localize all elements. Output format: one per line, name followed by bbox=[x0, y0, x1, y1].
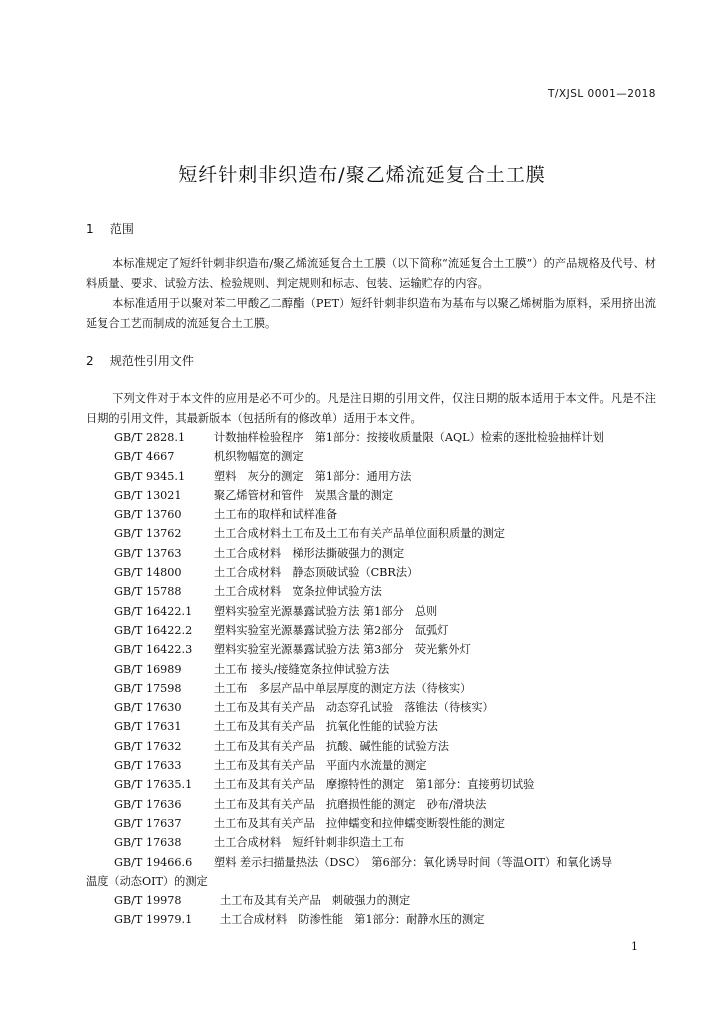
reference-title: 土工布及其有关产品 摩擦特性的测定 第1部分：直接剪切试验 bbox=[214, 778, 535, 792]
reference-item bbox=[86, 679, 666, 698]
reference-title: 土工布及其有关产品 抗氧化性能的试验方法 bbox=[214, 720, 438, 734]
reference-item bbox=[86, 544, 666, 563]
reference-item bbox=[86, 582, 666, 601]
reference-title: 土工合成材料 短纤针刺非织造土工布 bbox=[214, 836, 405, 850]
reference-code: GB/T 9345.1 bbox=[114, 469, 186, 483]
reference-item bbox=[86, 563, 666, 582]
reference-code: GB/T 17638 bbox=[114, 836, 182, 850]
reference-title: 土工布 接头/接缝宽条拉伸试验方法 bbox=[214, 662, 390, 676]
reference-item bbox=[86, 737, 666, 756]
references-intro-paragraph: 下列文件对于本文件的应用是必不可少的。凡是注日期的引用文件，仅注日期的版本适用于本文件。凡是不注日期的引用文件，其最新版本（包括所有的修改单）适用于本文件。 bbox=[86, 392, 656, 425]
reference-item bbox=[86, 428, 666, 447]
section-heading-normative-references bbox=[86, 352, 194, 369]
reference-code: GB/T 17636 bbox=[114, 797, 182, 811]
section-number: 2 bbox=[86, 354, 94, 368]
reference-item bbox=[86, 775, 666, 794]
reference-item bbox=[86, 467, 666, 486]
reference-item bbox=[86, 486, 666, 505]
reference-title: 塑料实验室光源暴露试验方法 第2部分 氙弧灯 bbox=[214, 623, 449, 637]
reference-item bbox=[86, 602, 666, 621]
reference-code: GB/T 13760 bbox=[114, 508, 182, 522]
reference-code: GB/T 16989 bbox=[114, 662, 182, 676]
scope-paragraph-1: 本标准规定了短纤针刺非织造布/聚乙烯流延复合土工膜（以下简称“流延复合土工膜”）的产品规格及代号、材料质量、要求、试验方法、检验规则、判定规则和标志、包装、运输贮存的内容。 bbox=[86, 257, 656, 290]
section-title: 规范性引用文件 bbox=[109, 354, 194, 368]
reference-item bbox=[86, 524, 666, 543]
reference-title: 塑料 灰分的测定 第1部分：通用方法 bbox=[214, 469, 412, 483]
reference-list bbox=[86, 428, 666, 930]
scope-paragraph-2: 本标准适用于以聚对苯二甲酸乙二醇酯（PET）短纤针刺非织造布为基布与以聚乙烯树脂为原料，采用挤出流延复合工艺而制成的流延复合土工膜。 bbox=[86, 297, 656, 330]
reference-title: 土工合成材料 静态顶破试验（CBR法） bbox=[214, 566, 419, 580]
page-number: 1 bbox=[631, 940, 638, 953]
reference-item bbox=[86, 717, 666, 736]
reference-title: 土工合成材料 梯形法撕破强力的测定 bbox=[214, 546, 405, 560]
section-title: 范围 bbox=[109, 222, 134, 236]
reference-title: 土工布及其有关产品 平面内水流量的测定 bbox=[214, 759, 427, 773]
reference-title: 土工布的取样和试样准备 bbox=[214, 508, 338, 522]
reference-code: GB/T 13763 bbox=[114, 546, 182, 560]
reference-title: 土工合成材料 防渗性能 第1部分：耐静水压的测定 bbox=[220, 913, 485, 927]
reference-title: 塑料实验室光源暴露试验方法 第3部分 荧光紫外灯 bbox=[214, 643, 471, 657]
reference-code: GB/T 4667 bbox=[114, 450, 175, 464]
reference-title: 机织物幅宽的测定 bbox=[214, 450, 304, 464]
reference-item bbox=[86, 660, 666, 679]
reference-code: GB/T 17633 bbox=[114, 759, 182, 773]
reference-title: 土工布及其有关产品 动态穿孔试验 落锥法（待核实） bbox=[214, 701, 494, 715]
reference-code: GB/T 17637 bbox=[114, 816, 182, 830]
reference-item bbox=[86, 833, 666, 852]
reference-code: GB/T 16422.2 bbox=[114, 623, 193, 637]
reference-code: GB/T 2828.1 bbox=[114, 431, 186, 444]
reference-code: GB/T 17630 bbox=[114, 701, 182, 715]
reference-code: GB/T 17598 bbox=[114, 681, 182, 695]
reference-code: GB/T 17635.1 bbox=[114, 778, 193, 792]
reference-title: 土工布及其有关产品 拉伸蠕变和拉伸蠕变断裂性能的测定 bbox=[214, 816, 505, 830]
section-heading-scope bbox=[86, 220, 134, 237]
reference-code: GB/T 17631 bbox=[114, 720, 182, 734]
reference-title: 土工布 多层产品中单层厚度的测定方法（待核实） bbox=[214, 681, 472, 695]
reference-code: GB/T 14800 bbox=[114, 566, 182, 580]
reference-item bbox=[86, 640, 666, 659]
reference-code: GB/T 13021 bbox=[114, 488, 182, 502]
reference-title: 聚乙烯管材和管件 炭黑含量的测定 bbox=[214, 488, 394, 502]
reference-item bbox=[86, 756, 666, 775]
reference-item bbox=[86, 698, 666, 717]
reference-code: GB/T 17632 bbox=[114, 739, 182, 753]
reference-item bbox=[86, 447, 666, 466]
reference-title-continuation: 温度（动态OIT）的测定 bbox=[86, 874, 208, 888]
reference-item bbox=[86, 621, 666, 640]
reference-item bbox=[86, 853, 666, 892]
reference-item bbox=[86, 814, 666, 833]
reference-title: 土工布及其有关产品 抗磨损性能的测定 砂布/滑块法 bbox=[214, 797, 487, 811]
reference-item bbox=[86, 505, 666, 524]
reference-title: 土工合成材料土工布及土工布有关产品单位面积质量的测定 bbox=[214, 527, 505, 541]
reference-code: GB/T 16422.1 bbox=[114, 604, 193, 618]
reference-item bbox=[86, 910, 666, 929]
document-code: T/XJSL 0001—2018 bbox=[547, 88, 656, 100]
reference-code: GB/T 19979.1 bbox=[114, 913, 193, 927]
reference-item bbox=[86, 795, 666, 814]
reference-title: 塑料 差示扫描量热法（DSC） 第6部分：氧化诱导时间（等温OIT）和氧化诱导 温度（动态OIT）的测定 bbox=[214, 853, 660, 892]
reference-code: GB/T 19978 bbox=[114, 894, 182, 908]
reference-code: GB/T 13762 bbox=[114, 527, 182, 541]
reference-title: 计数抽样检验程序 第1部分：按接收质量限（AQL）检索的逐批检验抽样计划 bbox=[214, 431, 604, 444]
section-number: 1 bbox=[86, 222, 94, 236]
document-title: 短纤针刺非织造布/聚乙烯流延复合土工膜 bbox=[178, 164, 546, 186]
reference-code: GB/T 15788 bbox=[114, 585, 182, 599]
reference-title: 土工布及其有关产品 刺破强力的测定 bbox=[220, 894, 411, 908]
reference-item bbox=[86, 891, 666, 910]
reference-title: 塑料实验室光源暴露试验方法 第1部分 总则 bbox=[214, 604, 438, 618]
reference-title: 土工布及其有关产品 抗酸、碱性能的试验方法 bbox=[214, 739, 449, 753]
reference-title: 土工合成材料 宽条拉伸试验方法 bbox=[214, 585, 382, 599]
reference-code: GB/T 16422.3 bbox=[114, 643, 193, 657]
reference-code: GB/T 19466.6 bbox=[114, 855, 193, 869]
